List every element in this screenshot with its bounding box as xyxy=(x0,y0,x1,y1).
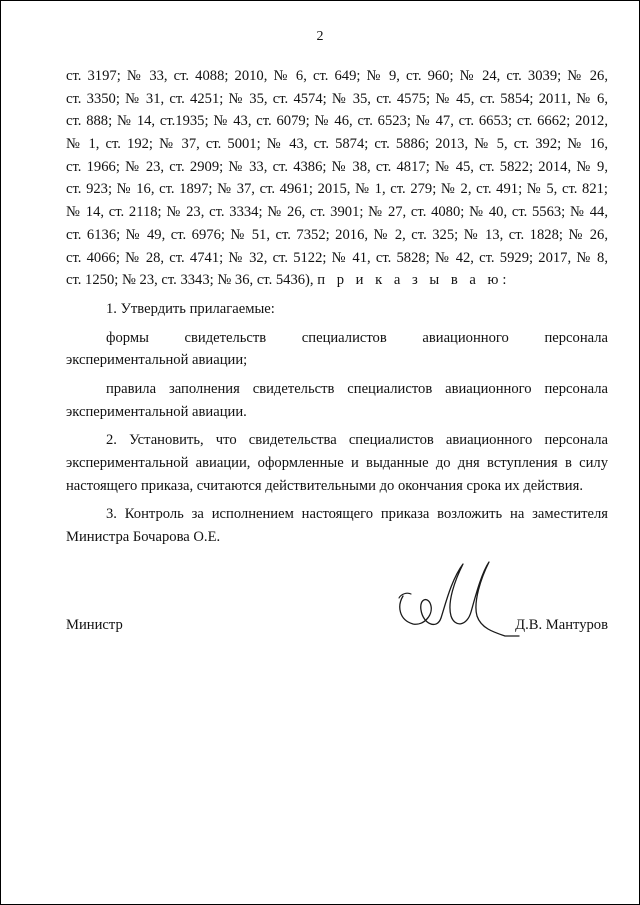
text-line: ст. 6136; № 49, ст. 6976; № 51, ст. 7352; 2016, № 2, ст. 325; № 13, ст. 1828; № 26, xyxy=(66,226,608,243)
item-2-line-2: экспериментальной авиации, оформленные и выданные до дня вступления в силу xyxy=(66,455,608,471)
signatory-title: Министр xyxy=(66,617,123,633)
document-body xyxy=(66,65,608,549)
item-3-line-1: 3. Контроль за исполнением настоящего приказа возложить на заместителя xyxy=(106,506,608,523)
legal-references-paragraph xyxy=(66,65,608,292)
order-word: п р и к а з ы в а ю: xyxy=(317,272,511,289)
text-line-with-order xyxy=(66,269,608,292)
item-1-forms-line-1: формы свидетельств специалистов авиационного персонала xyxy=(106,329,608,346)
text-line: ст. 4066; № 28, ст. 4741; № 32, ст. 5122; № 41, ст. 5828; № 42, ст. 5929; 2017, № 8, xyxy=(66,249,608,266)
page-number: 2 xyxy=(316,29,324,44)
text-line: ст. 888; № 14, ст.1935; № 43, ст. 6079; № 46, ст. 6523; № 47, ст. 6653; ст. 6662; 2012, xyxy=(66,113,608,130)
text-line: ст. 923; № 16, ст. 1897; № 37, ст. 4961; 2015, № 1, ст. 279; № 2, ст. 491; № 5, ст. 821; xyxy=(66,181,608,198)
signatory-name: Д.В. Мантуров xyxy=(515,617,608,633)
item-1-forms-line-2: экспериментальной авиации; xyxy=(66,352,248,369)
item-2-line-1: 2. Установить, что свидетельства специалистов авиационного персонала xyxy=(106,432,608,449)
text-line: ст. 1966; № 23, ст. 2909; № 33, ст. 4386; № 38, ст. 4817; № 45, ст. 5822; 2014, № 9, xyxy=(66,158,608,175)
text-line: № 14, ст. 2118; № 23, ст. 3334; № 26, ст. 3901; № 27, ст. 4080; № 40, ст. 5563; № 44, xyxy=(66,204,608,221)
item-1-rules-line-2: экспериментальной авиации. xyxy=(66,403,247,420)
text-line: ст. 3350; № 31, ст. 4251; № 35, ст. 4574; № 35, ст. 4575; № 45, ст. 5854; 2011, № 6, xyxy=(66,90,608,107)
item-1-heading: 1. Утвердить прилагаемые: xyxy=(106,300,275,317)
item-2-line-3: настоящего приказа, считаются действительными до окончания срока их действия. xyxy=(66,477,583,494)
text-line: ст. 3197; № 33, ст. 4088; 2010, № 6, ст. 649; № 9, ст. 960; № 24, ст. 3039; № 26, xyxy=(66,68,608,84)
signature-block xyxy=(66,613,608,643)
text-fragment: ст. 1250; № 23, ст. 3343; № 36, ст. 5436), xyxy=(66,272,314,289)
text-line: № 1, ст. 192; № 37, ст. 5001; № 43, ст. 5874; ст. 5886; 2013, № 5, ст. 392; № 16, xyxy=(66,136,608,153)
item-3-line-2: Министра Бочарова О.Е. xyxy=(66,529,221,546)
item-1-rules-line-1: правила заполнения свидетельств специалистов авиационного персонала xyxy=(106,380,608,397)
